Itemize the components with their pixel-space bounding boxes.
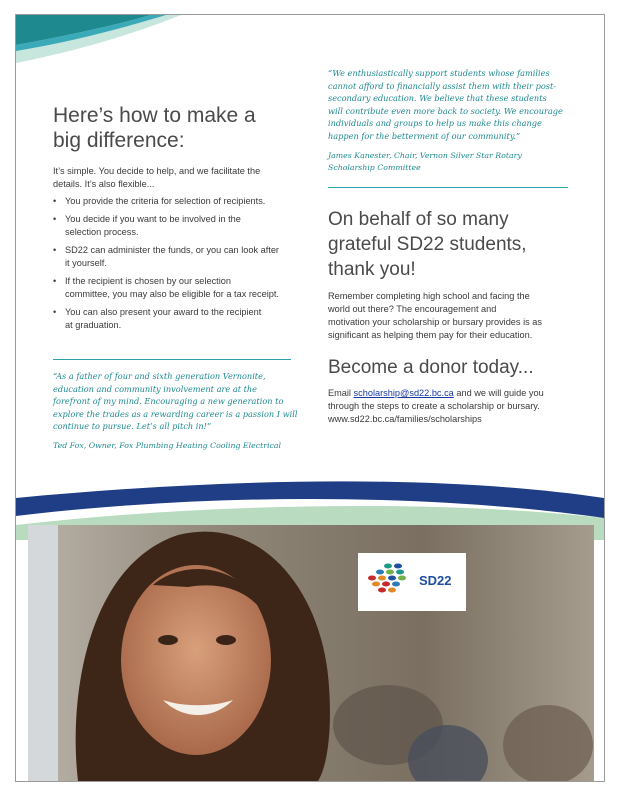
list-item-text: committee, you may also be eligible for a tax receipt. — [65, 289, 279, 299]
list-item-text: You provide the criteria for selection of recipients. — [65, 196, 266, 206]
sd22-logo — [358, 553, 466, 611]
bullet-icon: • — [53, 245, 57, 255]
testimonial-quote — [328, 67, 588, 142]
email-suffix: and we will guide you — [456, 388, 544, 398]
donor-heading: Become a donor today... — [328, 357, 534, 378]
bullet-icon: • — [53, 214, 57, 224]
quote-line: continue to pursue. Let’s all pitch in!” — [53, 421, 212, 431]
quote-line: secondary education. We believe that these students — [328, 93, 547, 103]
logo-text: SD22 — [419, 573, 452, 588]
paragraph-line: through the steps to create a scholarship or bursary. — [328, 401, 540, 411]
quote-attribution — [328, 150, 588, 174]
bullet-icon: • — [53, 196, 57, 206]
paragraph-line: significant as helping them pay for their education. — [328, 330, 533, 340]
contact-paragraph — [328, 387, 578, 426]
list-item-text: it yourself. — [65, 258, 107, 268]
logo-dots-icon — [358, 553, 418, 611]
benefits-list — [53, 195, 303, 337]
heading-line: On behalf of so many — [328, 209, 509, 230]
paragraph-line — [328, 387, 578, 400]
flyer-page — [15, 14, 605, 782]
quote-line: cannot afford to financially assist them with their post- — [328, 80, 557, 91]
list-item — [53, 213, 303, 239]
list-item — [53, 195, 303, 208]
paragraph-line: motivation your scholarship or bursary provides is as — [328, 317, 542, 327]
divider — [53, 359, 291, 360]
list-item-text: SD22 can administer the funds, or you can look after — [65, 245, 279, 255]
email-prefix: Email — [328, 388, 351, 398]
thank-you-heading — [328, 207, 578, 282]
bullet-icon: • — [53, 276, 57, 286]
quote-line: education and community involvement are at the — [53, 383, 257, 394]
list-item — [53, 306, 303, 332]
heading-line: big difference: — [53, 129, 185, 152]
list-item-text: at graduation. — [65, 320, 122, 330]
intro-text — [53, 165, 293, 191]
email-link[interactable]: scholarship@sd22.bc.ca — [353, 388, 454, 398]
list-item-text: If the recipient is chosen by our selection — [65, 276, 231, 286]
quote-line: individuals and groups to help us make this change — [328, 118, 542, 128]
quote-line: “As a father of four and sixth generation Vernonite, — [53, 371, 266, 381]
list-item — [53, 244, 303, 270]
photo-illustration — [28, 525, 594, 781]
list-item-text: You can also present your award to the recipient — [65, 307, 262, 317]
quote-line: “We enthusiastically support students whose families — [328, 68, 550, 78]
bullet-icon: • — [53, 307, 57, 317]
remember-paragraph — [328, 290, 576, 342]
attribution-line: Scholarship Committee — [328, 163, 421, 172]
quote-line: will contribute even more back to society. We encourage — [328, 105, 563, 116]
quote-line: happen for the betterment of our community.” — [328, 130, 521, 141]
quote-line: forefront of my mind. Encouraging a new generation to — [53, 396, 284, 406]
heading-line: grateful SD22 students, — [328, 234, 527, 255]
top-decorative-swoosh — [16, 15, 216, 63]
paragraph-line: world out there? The encouragement and — [328, 304, 497, 314]
website-link: www.sd22.bc.ca/families/scholarships — [328, 414, 482, 424]
list-item — [53, 275, 303, 301]
attribution-line: James Kanester, Chair, Vernon Silver Star Rotary — [328, 151, 522, 160]
list-item-text: You decide if you want to be involved in the — [65, 214, 241, 224]
list-item-text: selection process. — [65, 227, 139, 237]
quote-line: explore the trades as a rewarding career is a passion I will — [53, 408, 298, 419]
student-photo — [28, 525, 594, 781]
testimonial-quote — [53, 370, 311, 433]
page-heading — [53, 103, 303, 153]
intro-line: It’s simple. You decide to help, and we facilitate the — [53, 166, 261, 176]
divider — [328, 187, 568, 188]
paragraph-line: Remember completing high school and facing the — [328, 291, 530, 301]
heading-line: Here’s how to make a — [53, 104, 256, 127]
heading-line: thank you! — [328, 259, 416, 280]
intro-line: details. It’s also flexible... — [53, 179, 155, 189]
quote-attribution: Ted Fox, Owner, Fox Plumbing Heating Cooling Electrical — [53, 441, 281, 450]
